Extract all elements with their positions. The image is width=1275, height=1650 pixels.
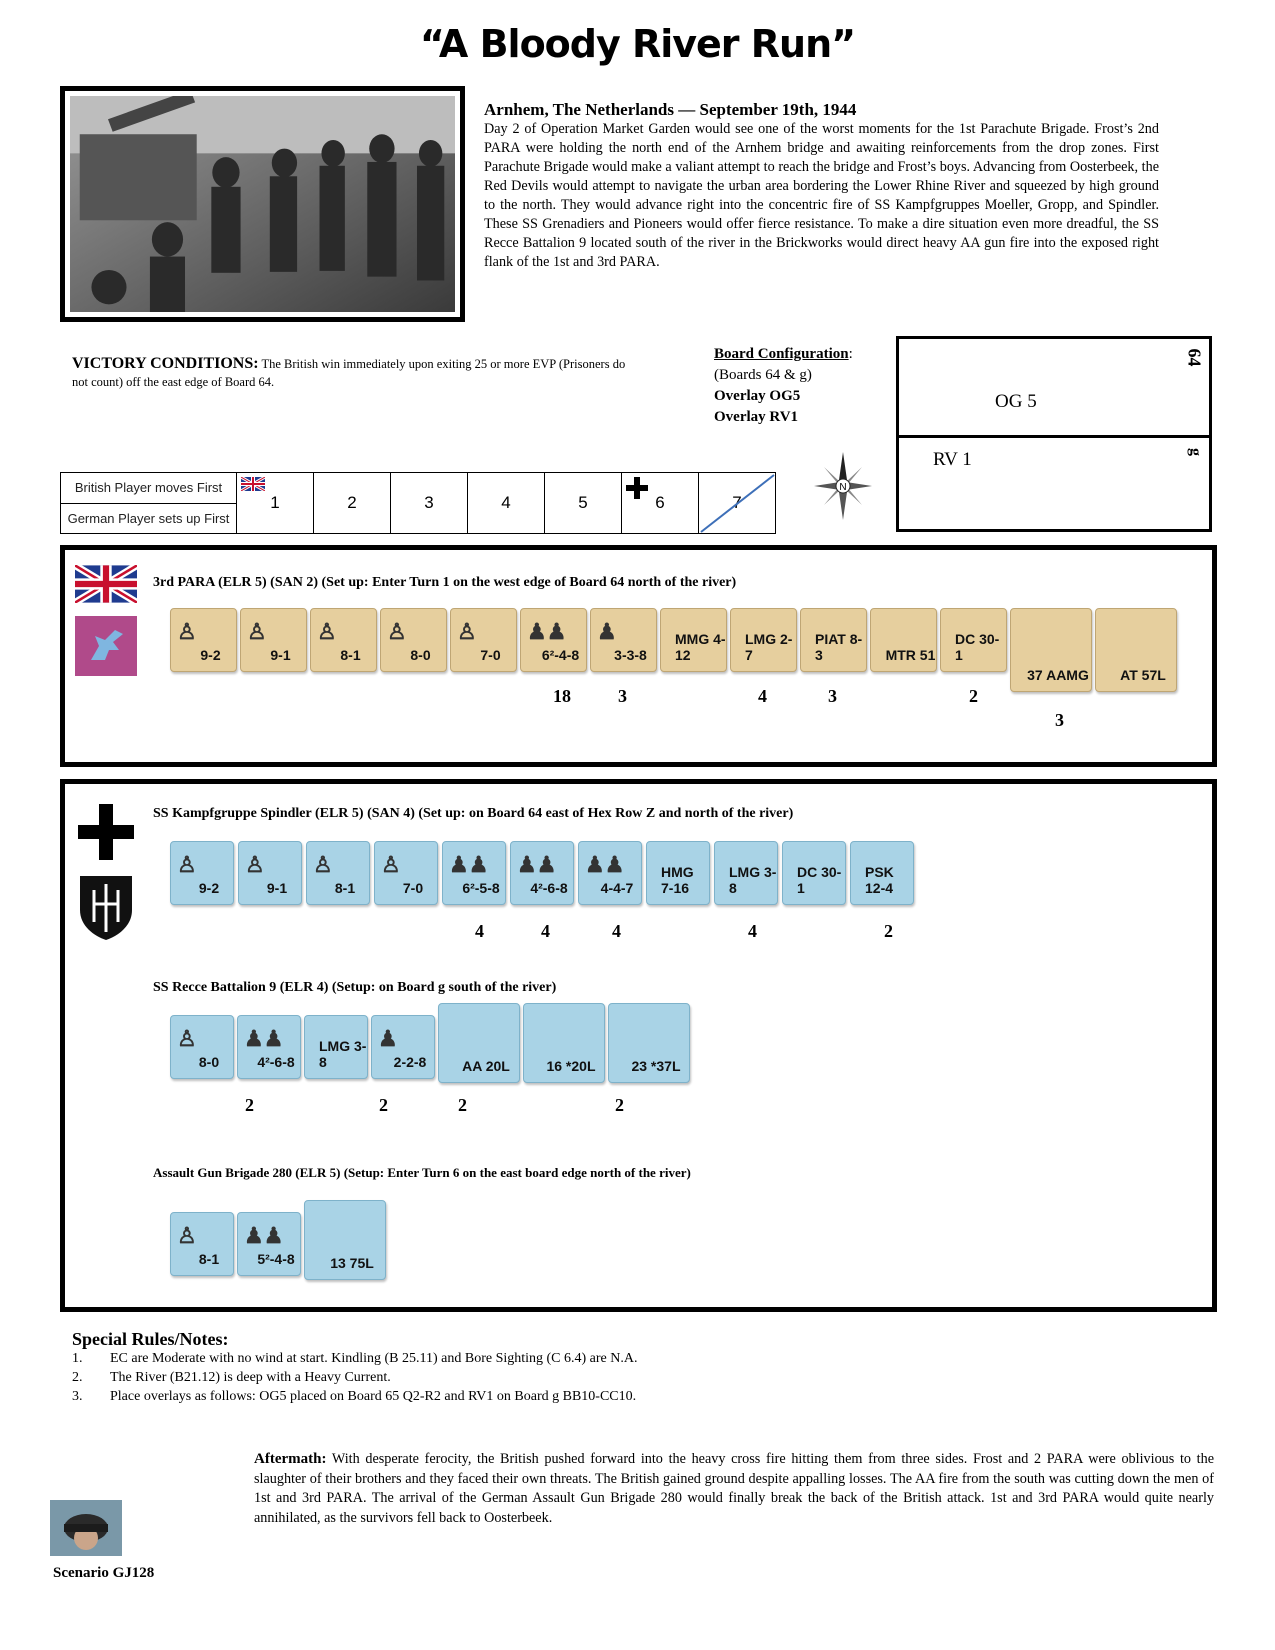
counter-demo-charge: DC 30-1 (940, 608, 1007, 672)
turn-number: 5 (578, 493, 588, 512)
board-config-overlay-2: Overlay RV1 (714, 409, 799, 425)
counter-leader-91: ♙ 9-1 (238, 841, 302, 905)
turn-cell-7 (699, 473, 776, 534)
turn-number: 4 (501, 493, 511, 512)
counter-leader-mckercher: ♙ 9-1 (240, 608, 307, 672)
counter-squad-447: ♟♟ 4-4-7 (578, 841, 642, 905)
counter-mmg: MMG 4-12 (660, 608, 727, 672)
turn-cell-6 (622, 473, 699, 534)
first-move-label: British Player moves First (61, 473, 237, 504)
turn-number: 6 (655, 493, 665, 512)
counter-squad-548: ♟♟ 5²-4-8 (237, 1212, 301, 1276)
recce-title: SS Recce Battalion 9 (ELR 4) (Setup: on Board g south of the river) (153, 980, 557, 995)
counter-leader-mcfraser: ♙ 8-1 (310, 608, 377, 672)
quantity: 4 (541, 921, 550, 941)
page-title: “A Bloody River Run” (419, 22, 856, 66)
rule-item: 1. EC are Moderate with no wind at start. Kindling (B 25.11) and Bore Sighting (C 6.4) are N.A. (72, 1351, 638, 1366)
counter-lmg: LMG 3-8 (304, 1015, 368, 1079)
board-configuration: Board Configuration: (Boards 64 & g) Overlay OG5 Overlay RV1 (714, 344, 853, 428)
special-rules (72, 1330, 832, 1406)
turn-end-slash-icon (699, 473, 776, 534)
victory-conditions (72, 355, 632, 391)
british-flag-icon (241, 477, 265, 491)
aftermath-label: Aftermath: (254, 1451, 327, 1467)
soldier-helmet-logo (50, 1500, 122, 1556)
assault-gun-title: Assault Gun Brigade 280 (ELR 5) (Setup: Enter Turn 6 on the east board edge north of the river) (153, 1165, 691, 1180)
compass-north-letter: N (839, 482, 847, 493)
counter-halfsquad-338: ♟ 3-3-8 (590, 608, 657, 672)
date: — September 19th, 1944 (678, 100, 857, 119)
turn-cell-4 (468, 473, 545, 534)
counter-hmg: HMG 7-16 (646, 841, 710, 905)
special-rules-heading: Special Rules/Notes: (72, 1329, 229, 1349)
board-label-g: g (1187, 448, 1204, 456)
quantity: 2 (884, 921, 893, 941)
board-config-overlay-1: Overlay OG5 (714, 388, 801, 404)
turn-cell-1 (237, 473, 314, 534)
first-setup-label: German Player sets up First (61, 503, 237, 534)
british-force-title: 3rd PARA (ELR 5) (SAN 2) (Set up: Enter Turn 1 on the west edge of Board 64 north of the river) (153, 575, 737, 590)
counter-leader-benton: ♙ 7-0 (450, 608, 517, 672)
quantity: 3 (828, 686, 837, 706)
counter-aamg: 37 AAMG (1010, 608, 1092, 692)
counter-psk: PSK 12-4 (850, 841, 914, 905)
intro-heading (484, 100, 1159, 120)
aftermath-text: With desperate ferocity, the British pushed forward into the heavy cross fire hitting them from three sides. Frost and 2 PARA were oblivious to the slaughter of their brothers and they faced their own threats. The British gained ground despite appalling losses. The AA fire from the south was cutting down the men of 1st and 3rd PARA. The arrival of the German Assault Gun Brigade 280 would finally break the back of the British attack. 1st and 3rd PARA would quite nearly annihilated, as the survivors fell back to Oosterbeek. (254, 1451, 1215, 1526)
location: Arnhem, The Netherlands (484, 100, 674, 119)
counter-crew-228: ♟ 2-2-8 (371, 1015, 435, 1079)
scenario-id: Scenario GJ128 (53, 1565, 155, 1581)
counter-piat: PIAT 8-3 (800, 608, 867, 672)
british-force-box (60, 545, 1217, 767)
counter-leader-81: ♙ 8-1 (170, 1212, 234, 1276)
board-config-boards: (Boards 64 & g) (714, 367, 812, 383)
victory-label: VICTORY CONDITIONS: (72, 355, 259, 372)
counter-squad-468: ♟♟ 4²-6-8 (237, 1015, 301, 1079)
counter-at-gun: AT 57L (1095, 608, 1177, 692)
british-flag-icon (75, 565, 137, 603)
overlay-label-rv1: RV 1 (933, 449, 972, 470)
counter-assault-gun-75l: 13 75L (304, 1200, 386, 1280)
counter-leader-81: ♙ 8-1 (306, 841, 370, 905)
counter-lmg: LMG 3-8 (714, 841, 778, 905)
quantity: 2 (458, 1095, 467, 1115)
quantity: 4 (475, 921, 484, 941)
counter-leader-70: ♙ 7-0 (374, 841, 438, 905)
quantity: 18 (553, 686, 571, 706)
quantity: 4 (612, 921, 621, 941)
board-diagram (896, 336, 1212, 532)
turn-cell-3 (391, 473, 468, 534)
ss-division-shield-icon (78, 874, 134, 942)
aftermath (254, 1450, 1214, 1528)
compass-rose-icon (812, 450, 874, 522)
turn-number: 2 (347, 493, 357, 512)
quantity: 3 (1055, 710, 1064, 730)
counter-leader-80: ♙ 8-0 (170, 1015, 234, 1079)
overlay-label-og5: OG 5 (995, 391, 1037, 412)
turn-number: 3 (424, 493, 434, 512)
intro-text: Day 2 of Operation Market Garden would see one of the worst moments for the 1st Parachute Brigade. Frost’s 2nd PARA were holding the north end of the Arnhem bridge and awaiting reinforcements from the drop zones. First Parachute Brigade would make a valiant attempt to reach the bridge and Frost’s boys. Advancing from Oosterbeek, the Red Devils would attempt to navigate the urban area bordering the Lower Rhine River and squeezed by high ground to the north. They would advance right into the concentric fire of SS Kampfgruppes Moeller, Gropp, and Spindler. These SS Grenadiers and Pioneers would offer fierce resistance. To make a dire situation even more dreadful, the SS Recce Battalion 9 located south of the river in the Brickworks would direct heavy AA gun fire into the exposed right flank of the 1st and 3rd PARA. (484, 121, 1159, 270)
quantity: 2 (245, 1095, 254, 1115)
counter-leader-92: ♙ 9-2 (170, 841, 234, 905)
counter-squad-468: ♟♟ 4²-6-8 (510, 841, 574, 905)
quantity: 4 (748, 921, 757, 941)
turn-track (60, 472, 776, 534)
turn-cell-2 (314, 473, 391, 534)
board-label-64: 64 (1184, 348, 1205, 367)
german-balkenkreuz-icon (78, 804, 134, 860)
counter-leader-cox: ♙ 8-0 (380, 608, 447, 672)
historical-photo (60, 86, 465, 322)
counter-demo-charge: DC 30-1 (782, 841, 846, 905)
counter-mortar: MTR 51 (870, 608, 937, 672)
quantity: 2 (969, 686, 978, 706)
spindler-title: SS Kampfgruppe Spindler (ELR 5) (SAN 4) (Set up: on Board 64 east of Hex Row Z and north of the river) (153, 806, 794, 821)
turn-number: 7 (732, 493, 742, 512)
rule-item: 3. Place overlays as follows: OG5 placed on Board 65 Q2-R2 and RV1 on Board g BB10-CC10. (72, 1389, 637, 1404)
quantity: 2 (615, 1095, 624, 1115)
rule-item: 2. The River (B21.12) is deep with a Heavy Current. (72, 1370, 391, 1385)
victory-text: The British win immediately upon exiting 25 or more EVP (Prisoners do not count) off the east edge of Board 64. (72, 357, 626, 389)
counter-leader-sylvester: ♙ 9-2 (170, 608, 237, 672)
turn-number: 1 (270, 493, 280, 512)
counter-squad-658: ♟♟ 6²-5-8 (442, 841, 506, 905)
counter-halftrack-20l: 16 *20L (523, 1003, 605, 1083)
counter-squad-648: ♟♟ 6²-4-8 (520, 608, 587, 672)
board-config-label: Board Configuration (714, 346, 849, 362)
intro-section (484, 100, 1159, 272)
german-cross-icon (626, 477, 648, 499)
quantity: 2 (379, 1095, 388, 1115)
pegasus-insignia-icon (75, 616, 137, 676)
german-force-box (60, 779, 1217, 1312)
quantity: 4 (758, 686, 767, 706)
counter-aa-gun: AA 20L (438, 1003, 520, 1083)
turn-cell-5 (545, 473, 622, 534)
counter-halftrack-37l: 23 *37L (608, 1003, 690, 1083)
quantity: 3 (618, 686, 627, 706)
board-divider (899, 435, 1209, 438)
counter-lmg: LMG 2-7 (730, 608, 797, 672)
